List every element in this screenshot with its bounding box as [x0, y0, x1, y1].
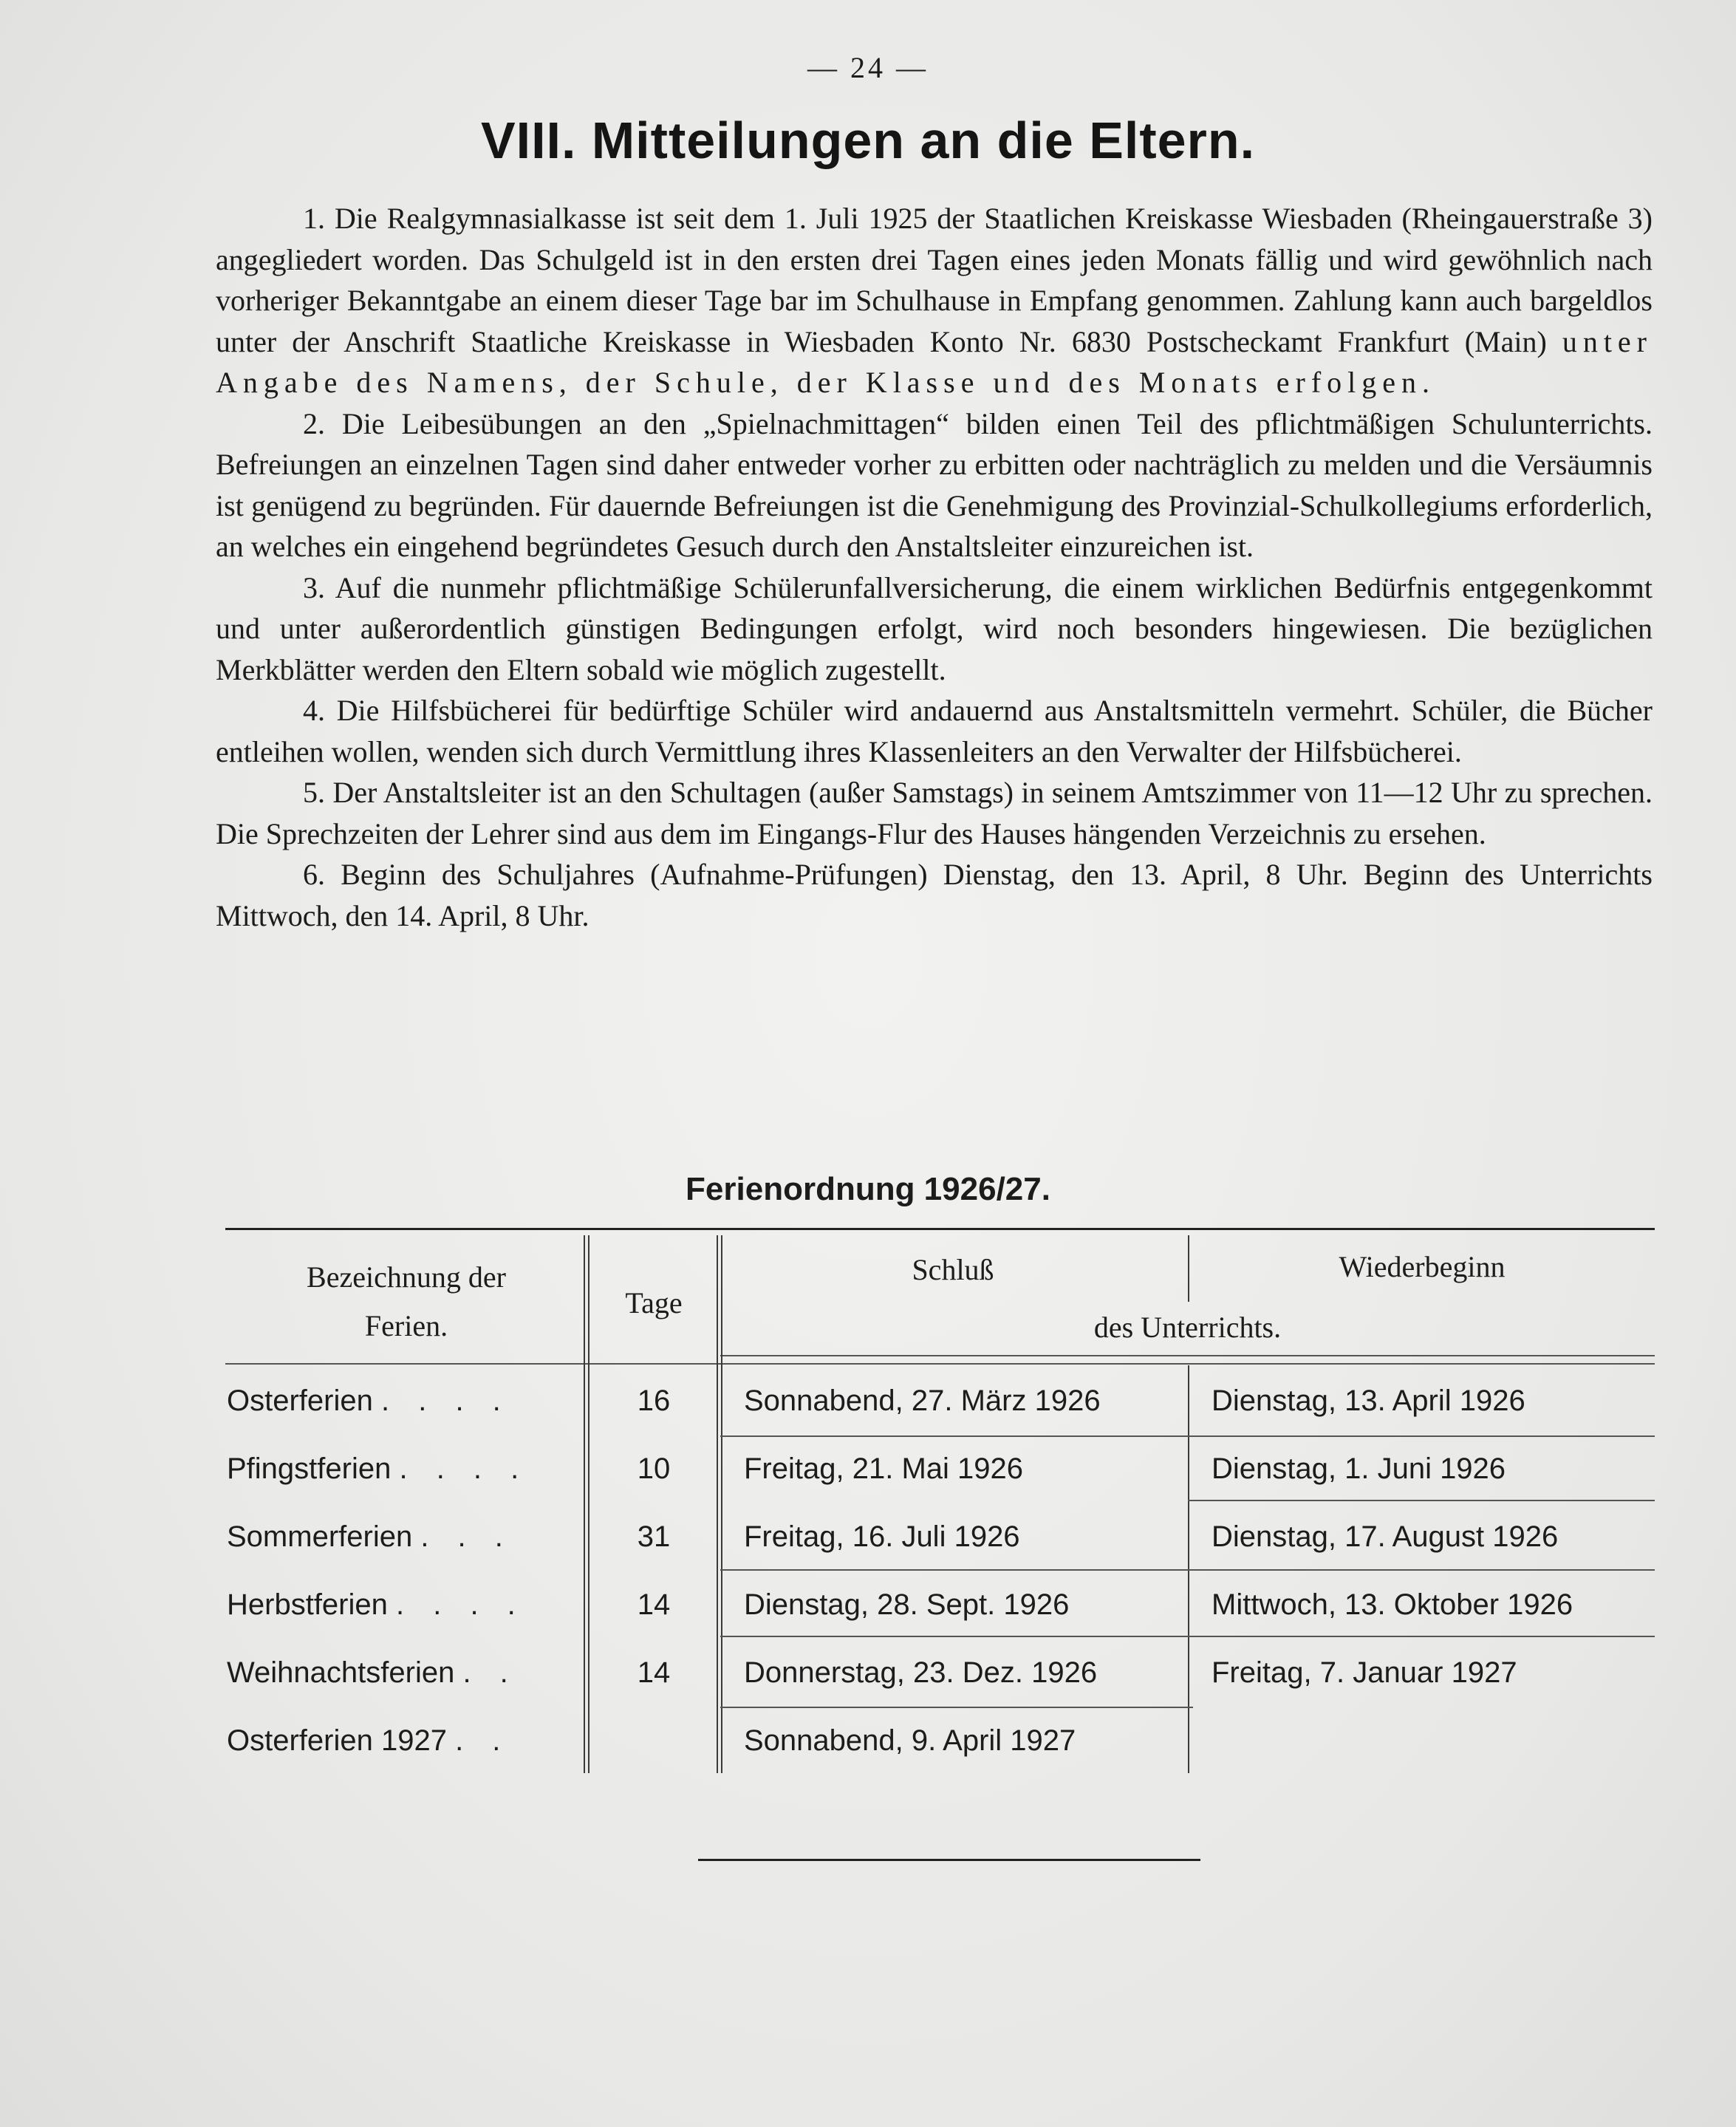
holiday-end: Donnerstag, 23. Dez. 1926 — [744, 1656, 1098, 1689]
holiday-name-cell — [225, 1639, 574, 1707]
leader-dots: . . . . — [396, 1588, 526, 1621]
holiday-start: Dienstag, 17. August 1926 — [1212, 1520, 1559, 1553]
table-title: Ferienordnung 1926/27. — [686, 1171, 1050, 1207]
table-row — [225, 1367, 1655, 1435]
header-bottom-rule — [225, 1363, 1655, 1365]
holiday-name-cell — [225, 1435, 574, 1503]
table-row — [225, 1639, 1655, 1707]
holiday-end: Freitag, 16. Juli 1926 — [744, 1520, 1020, 1553]
holiday-name: Pfingstferien — [227, 1452, 392, 1485]
leader-dots: . . . . — [399, 1452, 530, 1485]
header-end: Schluß — [912, 1253, 994, 1286]
holiday-start: Dienstag, 1. Juni 1926 — [1212, 1452, 1506, 1485]
holiday-start — [1208, 1707, 1655, 1775]
row-rule — [1188, 1500, 1655, 1501]
header-name-line2: Ferien. — [364, 1309, 448, 1342]
holiday-end: Sonnabend, 9. April 1927 — [744, 1724, 1076, 1757]
holiday-days: 14 — [637, 1588, 671, 1621]
paragraph-3: 3. Auf die nunmehr pflichtmäßige Schülerunfallversicherung, die einem wirklichen Bedürfnis entgegenkommt und unter außerordentlich günstigen Bedingungen erfolgt, wird noch besonders hingewiesen. Die bezüglichen Merkblätter werden den Eltern sobald wie möglich zugestellt. — [216, 570, 1653, 686]
holiday-days: 31 — [637, 1520, 671, 1553]
leader-dots: . . — [462, 1656, 519, 1689]
leader-dots: . . . — [420, 1520, 513, 1553]
table-row — [225, 1571, 1655, 1639]
holiday-days: 10 — [637, 1452, 671, 1485]
table-row — [225, 1435, 1655, 1503]
holiday-end: Dienstag, 28. Sept. 1926 — [744, 1588, 1070, 1621]
header-double-rule — [720, 1355, 1655, 1356]
paragraph-5: 5. Der Anstaltsleiter ist an den Schultagen (außer Samstags) in seinem Amtszimmer von 11—12 Uhr zu sprechen. Die Sprechzeiten der Lehrer sind aus dem im Eingangs-Flur des Hauses hängenden Verzeichnis zu ersehen. — [216, 776, 1653, 850]
holiday-name: Sommerferien — [227, 1520, 413, 1553]
holiday-name: Osterferien — [227, 1385, 373, 1417]
holiday-name: Osterferien 1927 — [227, 1724, 447, 1757]
holiday-name: Herbstferien — [227, 1588, 388, 1621]
paragraph-1-spaced-text: unter Angabe des Namens, der Schule, der Klasse und des Monats erfolgen. — [216, 324, 1653, 399]
holiday-days — [587, 1707, 720, 1775]
paragraph-2: 2. Die Leibesübungen an den „Spielnachmittagen“ bilden einen Teil des pflichtmäßigen Schulunterrichts. Befreiungen an einzelnen Tagen sind daher entweder vorher zu erbitten oder nachträglich zu melden und die Versäumnis ist genügend zu begründen. Für dauernde Befreiungen ist die Genehmigung des Provinzial-Schulkollegiums erforderlich, an welches ein eingehend begründetes Gesuch durch den Anstaltsleiter einzureichen ist. — [216, 406, 1653, 563]
holiday-days: 14 — [637, 1656, 671, 1689]
holiday-name-cell — [225, 1707, 574, 1775]
holiday-days: 16 — [637, 1385, 671, 1417]
header-start: Wiederbeginn — [1339, 1250, 1506, 1283]
closing-rule — [698, 1859, 1200, 1861]
page-number: — 24 — — [807, 51, 929, 84]
paragraph-1 — [216, 198, 1653, 403]
holiday-end: Freitag, 21. Mai 1926 — [744, 1452, 1023, 1485]
holiday-end: Sonnabend, 27. März 1926 — [744, 1385, 1101, 1417]
paragraph-1-text: 1. Die Realgymnasialkasse ist seit dem 1. Juli 1925 der Staatlichen Kreiskasse Wiesbaden (Rheingauerstraße 3) angegliedert worden. Das Schulgeld ist in den ersten drei Tagen eines jeden Monats fällig und wird gewöhnlich nach vorheriger Bekanntgabe an einem dieser Tage bar im Schulhause in Empfang genommen. Zahlung kann auch bargeldlos unter der Anschrift Staatliche Kreiskasse in Wiesbaden Konto Nr. 6830 Postscheckamt Frankfurt (Main) — [216, 202, 1653, 358]
leader-dots: . . . . — [380, 1385, 511, 1417]
table-row — [225, 1707, 1655, 1775]
holiday-start: Dienstag, 13. April 1926 — [1212, 1385, 1525, 1417]
header-days: Tage — [625, 1286, 683, 1319]
holiday-name: Weihnachtsferien — [227, 1656, 455, 1689]
holiday-start: Mittwoch, 13. Oktober 1926 — [1212, 1588, 1573, 1621]
table-row — [225, 1503, 1655, 1571]
holiday-name-cell — [225, 1571, 574, 1639]
leader-dots: . . — [455, 1724, 511, 1757]
holiday-name-cell — [225, 1367, 574, 1435]
header-name-line1: Bezeichnung der — [307, 1260, 506, 1294]
table-top-rule — [225, 1228, 1655, 1230]
notice-body — [216, 198, 1653, 936]
holiday-name-cell — [225, 1503, 574, 1571]
paragraph-6: 6. Beginn des Schuljahres (Aufnahme-Prüfungen) Dienstag, den 13. April, 8 Uhr. Beginn des Unterrichts Mittwoch, den 14. April, 8 Uhr. — [216, 858, 1653, 932]
row-rule — [720, 1636, 1655, 1637]
section-title: VIII. Mitteilungen an die Eltern. — [480, 112, 1256, 169]
column-divider-header — [1188, 1235, 1189, 1302]
holiday-start: Freitag, 7. Januar 1927 — [1212, 1656, 1517, 1689]
header-shared: des Unterrichts. — [1093, 1311, 1282, 1344]
header-name — [225, 1256, 587, 1348]
paragraph-4: 4. Die Hilfsbücherei für bedürftige Schüler wird andauernd aus Anstaltsmitteln vermehrt. Schüler, die Bücher entleihen wollen, wenden sich durch Vermittlung ihres Klassenleiters an den Verwalter der Hilfsbücherei. — [216, 694, 1653, 768]
